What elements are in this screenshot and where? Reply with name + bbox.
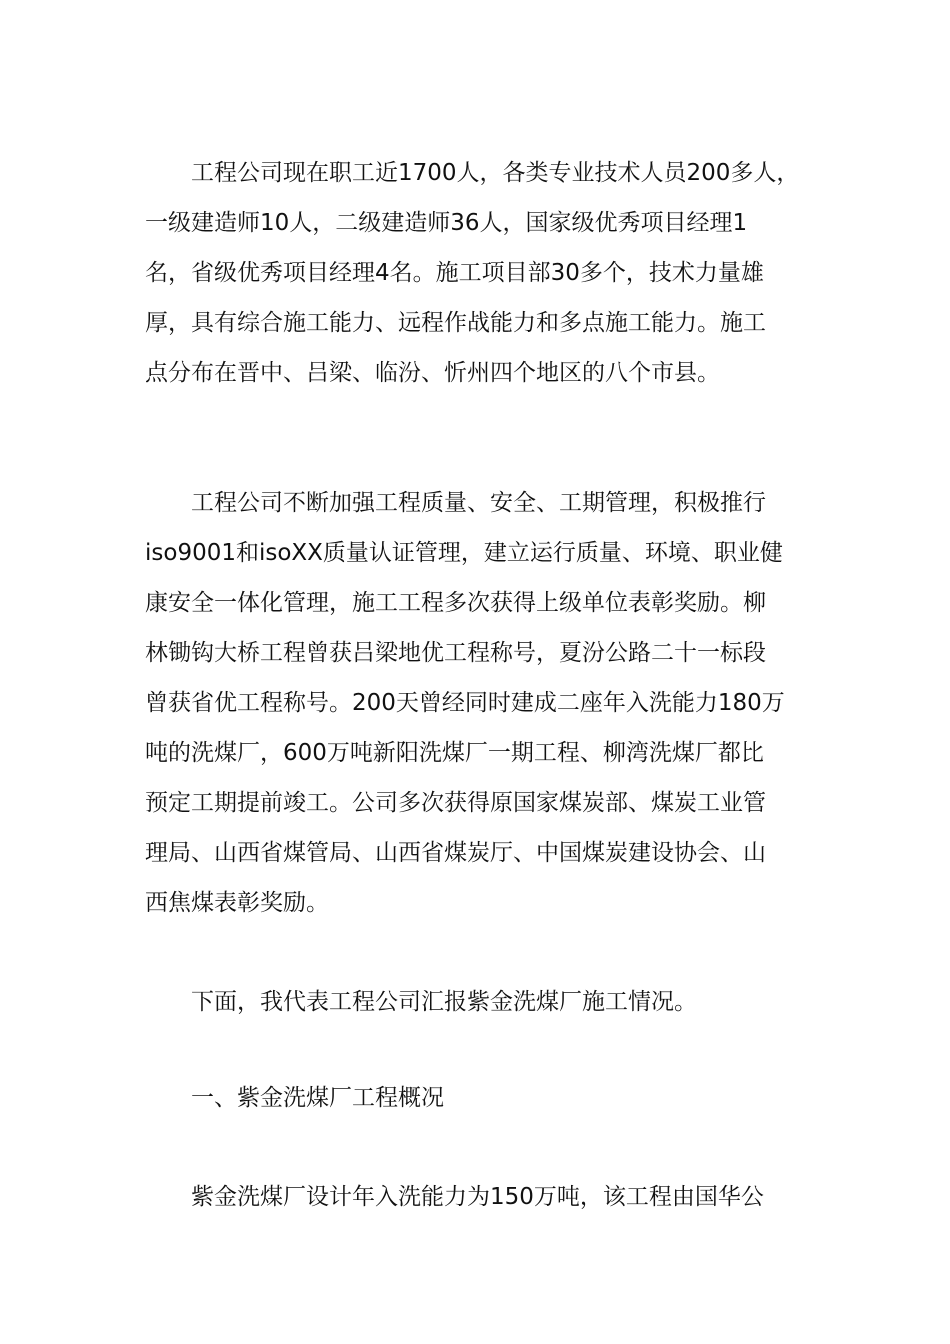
paragraph-quality-management	[145, 478, 810, 928]
section-heading-text: 一、紫金洗煤厂工程概况	[191, 1085, 444, 1111]
paragraph-text: 下面，我代表工程公司汇报紫金洗煤厂施工情况。	[191, 989, 697, 1015]
paragraph-text: 工程公司现在职工近1700人，各类专业技术人员200多人， 一级建造师10人，二级建造师36人，国家级优秀项目经理1 名，省级优秀项目经理4名。施工项目部30多个，技术力量雄 厚，具有综合施工能力、远程作战能力和多点施工能力。施工 点分布在晋中、吕梁、临汾、忻州四个地区的八个市县。	[145, 160, 800, 386]
section-heading-overview	[145, 1073, 810, 1123]
paragraph-text: 紫金洗煤厂设计年入洗能力为150万吨，该工程由国华公	[191, 1184, 764, 1210]
paragraph-text: 工程公司不断加强工程质量、安全、工期管理，积极推行 iso9001和isoXX质量认证管理，建立运行质量、环境、职业健 康安全一体化管理，施工工程多次获得上级单位表彰奖励。柳 林锄钩大桥工程曾获吕梁地优工程称号，夏汾公路二十一标段 曾获省优工程称号。200天曾经同时建成二座年入洗能力180万 吨的洗煤厂，600万吨新阳洗煤厂一期工程、柳湾洗煤厂都比 预定工期提前竣工。公司多次获得原国家煤炭部、煤炭工业管 理局、山西省煤管局、山西省煤炭厅、中国煤炭建设协会、山 西焦煤表彰奖励。	[145, 490, 785, 916]
paragraph-company-staff	[145, 148, 810, 398]
paragraph-project-capacity	[145, 1172, 810, 1222]
paragraph-report-intro	[145, 977, 810, 1027]
